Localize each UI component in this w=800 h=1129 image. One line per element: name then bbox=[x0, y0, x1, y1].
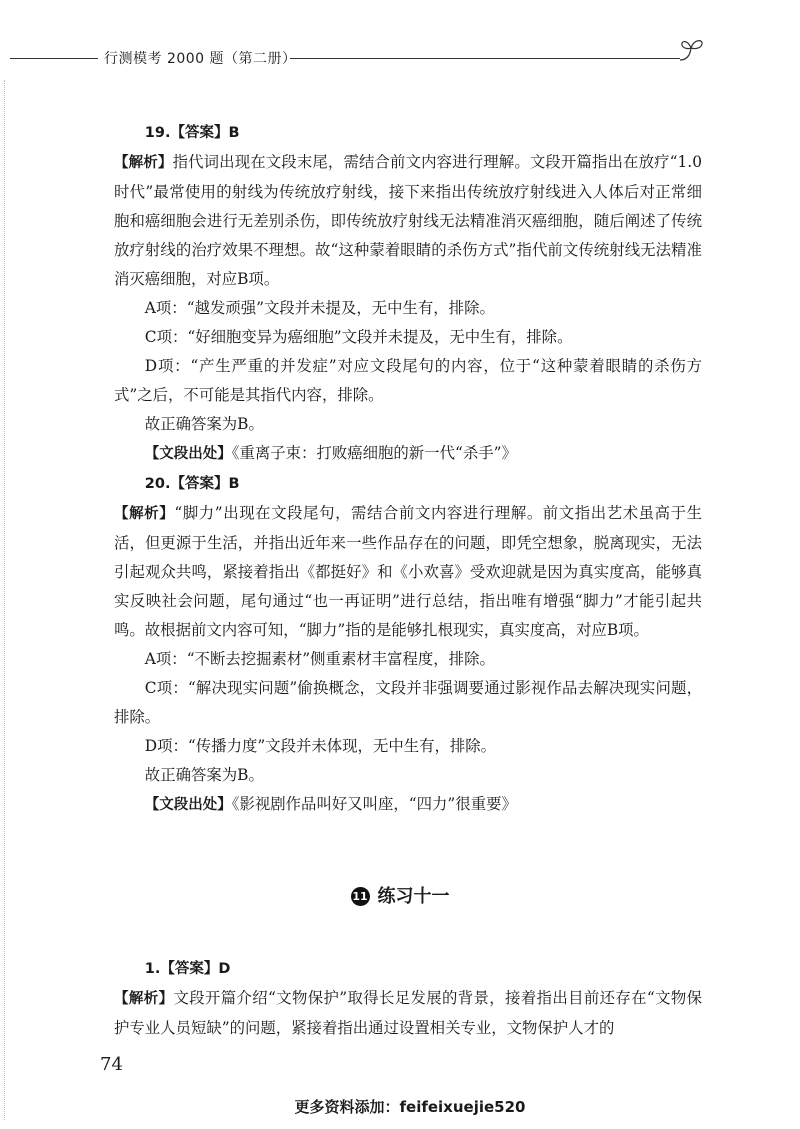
q20-option-d: D项：“传播力度”文段并未体现，无中生有，排除。 bbox=[144, 737, 497, 755]
section-title bbox=[0, 882, 800, 908]
q1-answer-line: 1.【答案】D bbox=[144, 961, 231, 977]
binding-margin-dots bbox=[4, 80, 5, 1120]
q20-analysis: 【解析】“脚力”出现在文段尾句，需结合前文内容进行理解。前文指出艺术虽高于生活，但更源于生活，并指出近年来一些作品存在的问题，即凭空想象，脱离现实，无法引起观众共鸣，紧接着指出《都挺好》和《小欢喜》受欢迎就是因为真实度高，能够真实反映社会问题，尾句通过“也一再证明”进行总结，指出唯有增强“脚力”才能引起共鸣。故根据前文内容可知，“脚力”指的是能够扎根现实，真实度高，对应B项。 bbox=[114, 504, 702, 639]
q19-option-a: A项：“越发顽强”文段并未提及，无中生有，排除。 bbox=[144, 299, 495, 317]
sprout-icon bbox=[676, 36, 706, 64]
q20-option-c: C项：“解决现实问题”偷换概念，文段并非强调要通过影视作品去解决现实问题，排除。 bbox=[114, 679, 702, 726]
answers-block bbox=[114, 118, 702, 820]
q19-option-d: D项：“产生严重的并发症”对应文段尾句的内容，位于“这种蒙着眼睛的杀伤方式”之后，不可能是其指代内容，排除。 bbox=[114, 357, 702, 404]
section-answers-block bbox=[114, 954, 702, 1043]
section-number-icon: 11 bbox=[351, 887, 370, 906]
q19-analysis: 【解析】指代词出现在文段末尾，需结合前文内容进行理解。文段开篇指出在放疗“1.0时代”最常使用的射线为传统放疗射线，接下来指出传统放疗射线进入人体后对正常细胞和癌细胞会进行无差别杀伤，即传统放疗射线无法精准消灭癌细胞，随后阐述了传统放疗射线的治疗效果不理想。故“这种蒙着眼睛的杀伤方式”指代前文传统射线无法精准消灭癌细胞，对应B项。 bbox=[114, 153, 702, 288]
q19-source: 【文段出处】《重离子束：打败癌细胞的新一代“杀手”》 bbox=[144, 444, 517, 462]
q19-answer-line: 19.【答案】B bbox=[144, 125, 240, 141]
header-rule-right bbox=[290, 58, 680, 59]
footer-note: 更多资料添加：feifeixuejie520 bbox=[294, 1098, 526, 1116]
q19-conclusion: 故正确答案为B。 bbox=[144, 415, 264, 433]
q20-source: 【文段出处】《影视剧作品叫好又叫座，“四力”很重要》 bbox=[144, 795, 517, 813]
header-title: 行测模考 2000 题（第二册） bbox=[104, 51, 297, 67]
q20-conclusion: 故正确答案为B。 bbox=[144, 766, 264, 784]
section-title-text: 练习十一 bbox=[377, 886, 450, 907]
q20-option-a: A项：“不断去挖掘素材”侧重素材丰富程度，排除。 bbox=[144, 650, 495, 668]
q19-option-c: C项：“好细胞变异为癌细胞”文段并未提及，无中生有，排除。 bbox=[144, 328, 573, 346]
page-header bbox=[0, 36, 800, 76]
page-number: 74 bbox=[100, 1054, 123, 1075]
q1-analysis: 【解析】文段开篇介绍“文物保护”取得长足发展的背景，接着指出目前还存在“文物保护专业人员短缺”的问题，紧接着指出通过设置相关专业，文物保护人才的 bbox=[114, 989, 703, 1037]
q20-answer-line: 20.【答案】B bbox=[144, 476, 240, 492]
header-rule-left bbox=[10, 58, 98, 59]
